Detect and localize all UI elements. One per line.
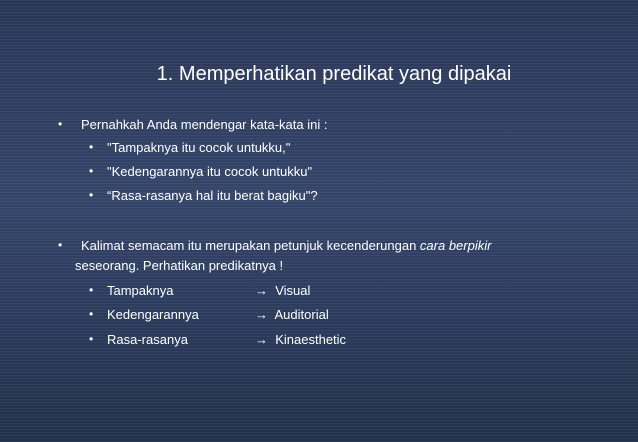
bullet-icon: •	[89, 140, 94, 154]
predicate-type: Kinaesthetic	[275, 332, 347, 347]
sub-bullet-item	[89, 331, 347, 348]
bullet-icon: •	[89, 164, 94, 178]
predicate-mapping	[255, 306, 329, 323]
bullet-text: Pernahkah Anda mendengar kata-kata ini :	[81, 117, 328, 132]
sub-bullet-text: "Kedengarannya itu cocok untukku"	[107, 164, 313, 179]
sub-bullet-item	[89, 187, 318, 204]
bullet-icon: •	[58, 117, 63, 131]
predicate-type: Visual	[275, 283, 311, 298]
sub-bullet-text: "Tampaknya itu cocok untukku,"	[107, 140, 291, 155]
bullet-icon: •	[89, 332, 94, 346]
bullet-item	[58, 237, 492, 254]
bullet-icon: •	[89, 188, 94, 202]
slide-title: 1. Memperhatikan predikat yang dipakai	[156, 63, 512, 85]
predicate-term: Tampaknya	[107, 283, 174, 298]
arrow-right-icon: →	[255, 307, 268, 322]
bullet-icon: •	[89, 283, 94, 297]
arrow-right-icon: →	[255, 283, 268, 298]
predicate-mapping	[255, 331, 346, 348]
bullet-icon: •	[89, 307, 94, 321]
bullet-item	[58, 116, 328, 133]
predicate-mapping	[255, 282, 310, 299]
arrow-right-icon: →	[255, 332, 268, 347]
sub-bullet-item	[89, 282, 311, 299]
bullet-text: Kalimat semacam itu merupakan petunjuk kecenderungan	[81, 238, 420, 253]
sub-bullet-item	[89, 139, 291, 156]
sub-bullet-item	[89, 163, 313, 180]
sub-bullet-text: “Rasa-rasanya hal itu berat bagiku"?	[107, 188, 318, 203]
predicate-term: Kedengarannya	[107, 307, 199, 322]
sub-bullet-item	[89, 306, 329, 323]
predicate-term: Rasa-rasanya	[107, 332, 188, 347]
bullet-emphasis: cara berpikir	[419, 238, 492, 253]
bullet-icon: •	[58, 238, 63, 252]
predicate-type: Auditorial	[274, 307, 329, 322]
bullet-continuation: seseorang. Perhatikan predikatnya !	[75, 258, 284, 273]
